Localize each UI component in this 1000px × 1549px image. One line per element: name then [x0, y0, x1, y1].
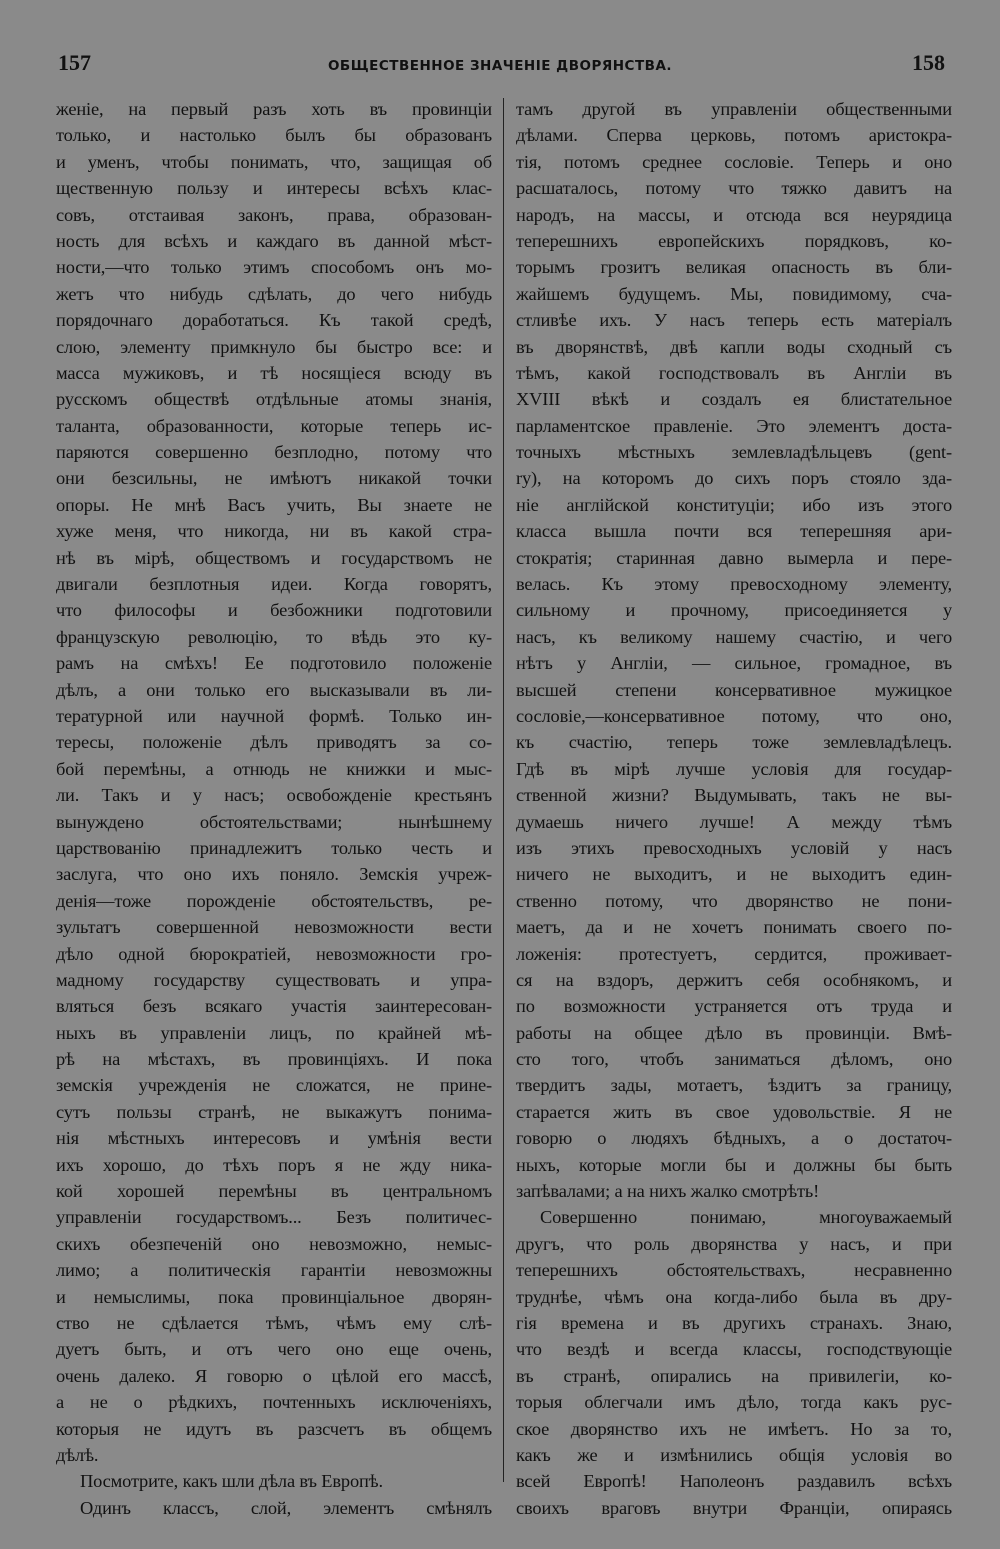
text-line: народъ, на массы, и отсюда вся неурядица: [516, 204, 952, 225]
text-line: труднѣе, чѣмъ она когда-либо была въ дру-: [516, 1286, 952, 1307]
text-line: и немыслимы, пока провинціальное дворян-: [56, 1286, 492, 1307]
text-line: тія, потомъ среднее сословіе. Теперь и оно: [516, 151, 952, 172]
text-line: парламентское правленіе. Это элементъ доста-: [516, 415, 952, 436]
text-line: дѣло одной бюрократіей, невозможности гро-: [56, 943, 492, 964]
text-line: Одинъ классъ, слой, элементъ смѣнялъ: [80, 1497, 492, 1518]
text-line: жайшемъ будущемъ. Мы, повидимому, сча-: [516, 283, 952, 304]
right-column: [516, 96, 952, 1521]
text-line: ность для всѣхъ и каждаго въ данной мѣст-: [56, 230, 492, 251]
text-line: паряются совершенно безплодно, потому что: [56, 442, 492, 463]
text-line: ское дворянство ихъ не имѣетъ. Но за то,: [516, 1418, 952, 1439]
text-line: ство не сдѣлается тѣмъ, чѣмъ ему слѣ-: [56, 1312, 492, 1333]
text-line: ніе англійской конституціи; ибо изъ этого: [516, 494, 952, 515]
text-line: точныхъ мѣстныхъ землевладѣльцевъ (gent-: [516, 442, 952, 463]
text-line: женіе, на первый разъ хоть въ провинціи: [56, 99, 492, 119]
text-line: въ дворянствѣ, двѣ капли воды сходный съ: [516, 336, 952, 357]
text-line: двигали безплотныя идеи. Когда говорятъ,: [56, 574, 492, 595]
text-line: гія времена и въ другихъ странахъ. Знаю,: [516, 1312, 952, 1333]
page-header: [0, 50, 1000, 84]
text-line: слою, элементу примкнуло бы быстро все: и: [56, 336, 492, 357]
text-line: кой хорошей перемѣны въ центральномъ: [56, 1181, 492, 1202]
text-line: дѣлѣ.: [56, 1444, 99, 1465]
text-line: французскую революцію, то вѣдь это ку-: [56, 626, 492, 647]
page-number-right: 158: [912, 50, 945, 75]
text-line: лимо; а политическія гарантіи невозможны: [56, 1260, 492, 1281]
text-line: теперешнихъ европейскихъ порядковъ, ко-: [516, 230, 952, 251]
text-line: они безсильны, не имѣютъ никакой точки: [56, 468, 492, 489]
text-line: тамъ другой въ управленіи общественными: [516, 99, 952, 119]
text-line: ныхъ, которые могли бы и должны бы быть: [516, 1154, 952, 1175]
text-line: высшей степени консервативное мужицкое: [516, 679, 952, 700]
text-line: вынуждено обстоятельствами; нынѣшнему: [56, 811, 492, 832]
text-line: только, и настолько былъ бы образованъ: [56, 125, 492, 146]
running-title: ОБЩЕСТВЕННОЕ ЗНАЧЕНІЕ ДВОРЯНСТВА.: [327, 58, 673, 74]
text-line: рамъ на смѣхъ! Ее подготовило положеніе: [56, 653, 492, 674]
text-line: въ странѣ, опирались на привилегіи, ко-: [516, 1365, 952, 1386]
text-line: дѣлъ, а они только его высказывали въ ли-: [56, 679, 492, 700]
page-number-left: 157: [58, 50, 91, 75]
text-line: земскія учрежденія не сложатся, не прине-: [56, 1075, 492, 1096]
text-line: XVIII вѣкѣ и создалъ ея блистательное: [516, 389, 952, 410]
text-line: по возможности устраняется отъ труда и: [516, 996, 952, 1017]
text-line: Совершенно понимаю, многоуважаемый: [540, 1207, 952, 1228]
text-line: хуже меня, что никогда, ни въ какой стра-: [56, 521, 492, 542]
text-line: своихъ враговъ внутри Франціи, опираясь: [516, 1497, 952, 1518]
text-line: изъ этихъ превосходныхъ условій у насъ: [516, 837, 952, 858]
text-line: порядочнаго доработаться. Къ такой средѣ,: [56, 310, 492, 331]
text-line: и уменъ, чтобы понимать, что, защищая об: [56, 151, 492, 172]
text-line: совъ, отстаивая законъ, права, образован-: [56, 204, 492, 225]
text-line: ности,—что только этимъ способомъ онъ мо-: [56, 257, 492, 278]
text-line: что вездѣ и всегда классы, господствующіе: [516, 1339, 952, 1360]
text-line: къ счастію, теперь тоже землевладѣлецъ.: [516, 732, 952, 753]
text-line: всей Европѣ! Наполеонъ раздавилъ всѣхъ: [516, 1471, 952, 1492]
text-line: очень далеко. Я говорю о цѣлой его массѣ,: [56, 1365, 492, 1386]
text-line: запѣвалами; а на нихъ жалко смотрѣть!: [516, 1181, 820, 1202]
text-line: царствованію принадлежитъ только честь и: [56, 837, 492, 858]
text-line: скихъ обезпеченій оно невозможно, немыс-: [56, 1233, 492, 1254]
column-divider: [503, 98, 504, 1482]
text-line: нія мѣстныхъ интересовъ и умѣнія вести: [56, 1128, 492, 1149]
text-line: щественную пользу и интересы всѣхъ клас-: [56, 178, 492, 199]
text-line: ничего не выходитъ, и не выходитъ един-: [516, 864, 952, 885]
text-line: стливѣе ихъ. У насъ теперь есть матеріалъ: [516, 310, 952, 331]
text-line: думаешь ничего лучше! А между тѣмъ: [516, 811, 952, 832]
text-line: дѣлами. Сперва церковь, потомъ аристокра-: [516, 125, 952, 146]
left-column: [56, 96, 492, 1521]
text-line: ложенія: протестуетъ, сердится, проживает-: [516, 943, 952, 964]
text-line: что философы и безбожники подготовили: [56, 600, 492, 621]
text-line: расшаталось, потому что тяжко давитъ на: [516, 178, 952, 199]
text-line: ry), на которомъ до сихъ поръ стояло зда-: [516, 468, 952, 489]
text-line: дуетъ быть, и отъ чего оно еще очень,: [56, 1339, 492, 1360]
text-line: ственно потому, что дворянство не пони-: [516, 890, 952, 911]
text-line: сильному и прочному, присоединяется у: [516, 600, 952, 621]
text-line: таланта, образованности, которые теперь ис-: [56, 415, 492, 436]
text-line: тѣмъ, какой господствовалъ въ Англіи въ: [516, 362, 952, 383]
text-line: нѣ въ мірѣ, обществомъ и государствомъ не: [56, 547, 492, 568]
text-line: старается жить въ свое удовольствіе. Я не: [516, 1101, 952, 1122]
text-line: денія—тоже порожденіе обстоятельствъ, ре-: [56, 890, 492, 911]
text-line: работы на общее дѣло въ провинціи. Вмѣ-: [516, 1022, 952, 1043]
text-line: русскомъ обществѣ отдѣльные атомы знанія,: [56, 389, 492, 410]
text-line: масса мужиковъ, и тѣ носящіеся всюду въ: [56, 362, 492, 383]
text-line: вляться безъ всякаго участія заинтересован-: [56, 996, 492, 1017]
text-line: маетъ, да и не хочетъ понимать своего по-: [516, 917, 952, 938]
text-line: класса вышла почти вся теперешняя ари-: [516, 521, 952, 542]
text-line: опоры. Не мнѣ Васъ учить, Вы знаете не: [56, 494, 492, 515]
text-line: велась. Къ этому превосходному элементу,: [516, 574, 952, 595]
text-line: нѣтъ у Англіи, — сильное, громадное, въ: [516, 653, 952, 674]
text-line: ихъ хорошо, до тѣхъ поръ я не жду ника-: [56, 1154, 492, 1175]
text-line: Гдѣ въ мірѣ лучше условія для государ-: [516, 758, 952, 779]
text-line: теперешнихъ обстоятельствахъ, несравненно: [516, 1260, 952, 1281]
text-line: другъ, что роль дворянства у насъ, и при: [516, 1233, 952, 1254]
text-line: ственной жизни? Выдумывать, такъ не вы-: [516, 785, 952, 806]
text-line: сто того, чтобъ заниматься дѣломъ, оно: [516, 1049, 952, 1070]
text-line: жетъ что нибудь сдѣлать, до чего нибудь: [56, 283, 492, 304]
text-line: сословіе,—консервативное потому, что оно,: [516, 705, 952, 726]
text-line: торыя облегчали имъ дѣло, тогда какъ рус-: [516, 1392, 952, 1413]
text-line: ли. Такъ и у насъ; освобожденіе крестьянъ: [56, 785, 492, 806]
text-line: заслуга, что оно ихъ поняло. Земскія учреж-: [56, 864, 492, 885]
text-line: какъ же и измѣнились общія условія во: [516, 1444, 952, 1465]
text-line: бой перемѣны, а отнюдь не книжки и мыс-: [56, 758, 492, 779]
text-line: зультатъ совершенной невозможности вести: [56, 917, 492, 938]
text-line: говорю о людяхъ бѣдныхъ, а о достаточ-: [516, 1128, 952, 1149]
text-line: мадному государству существовать и упра-: [56, 969, 492, 990]
text-line: а не о рѣдкихъ, почтенныхъ исключеніяхъ,: [56, 1392, 492, 1413]
text-line: ся на вздоръ, держитъ себя особнякомъ, и: [516, 969, 952, 990]
text-line: ныхъ въ управленіи лицъ, по крайней мѣ-: [56, 1022, 492, 1043]
text-line: тересы, положеніе дѣлъ приводятъ за со-: [56, 732, 492, 753]
text-line: насъ, къ великому нашему счастію, и чего: [516, 626, 952, 647]
text-line: твердитъ зады, мотаетъ, ѣздитъ за границу,: [516, 1075, 952, 1096]
text-line: Посмотрите, какъ шли дѣла въ Европѣ.: [80, 1471, 383, 1492]
text-line: тературной или научной формѣ. Только ин-: [56, 705, 492, 726]
text-line: которыя не идутъ въ разсчетъ въ общемъ: [56, 1418, 492, 1439]
text-line: управленіи государствомъ... Безъ политичес-: [56, 1207, 492, 1228]
text-line: торымъ грозитъ великая опасность въ бли-: [516, 257, 952, 278]
text-line: стократія; старинная давно вымерла и пере-: [516, 547, 952, 568]
text-line: сутъ пользы странѣ, не выкажутъ понима-: [56, 1101, 492, 1122]
text-line: рѣ на мѣстахъ, въ провинціяхъ. И пока: [56, 1049, 492, 1070]
